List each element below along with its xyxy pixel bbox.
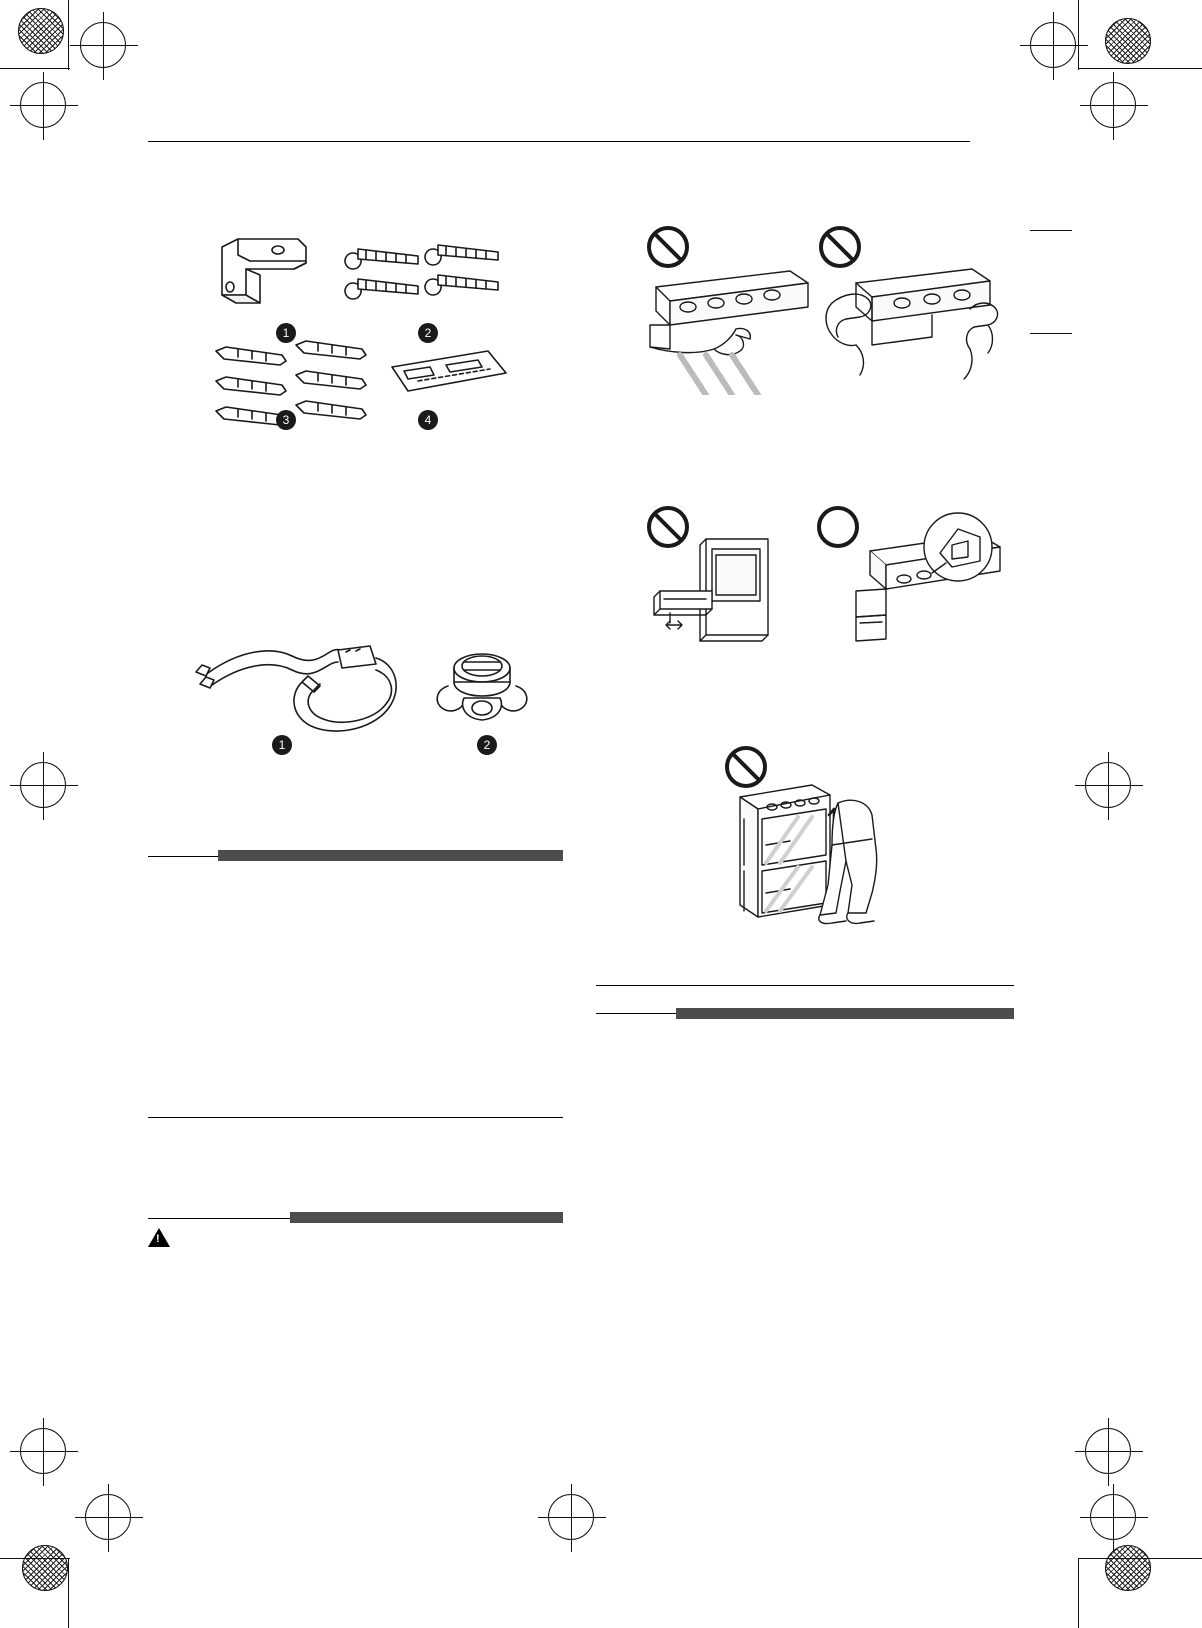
accessories-callout-2: 2 [477,735,497,755]
crop-corner-top-right [1078,0,1079,70]
do-not-push-range-figure [720,745,920,930]
reg-target-bottom-left-2 [85,1494,131,1540]
section-heading-bar-right [676,1008,1014,1019]
reg-target-right-upper [1090,82,1136,128]
hatch-target-top-right [1105,18,1151,64]
parts-callout-2: 2 [418,323,438,343]
do-not-pull-by-door-handle-figure [812,225,1002,395]
hatch-target-bottom-left [22,1545,68,1591]
power-cord-and-regulator-figure [180,640,540,765]
parts-callout-3: 3 [276,410,296,430]
section-heading-bar-1 [218,850,563,861]
section-rule-2 [148,1117,563,1118]
hatch-target-top-left [18,8,64,54]
reg-target-right-middle [1085,762,1131,808]
reg-target-left-middle [20,762,66,808]
warning-exclamation: ! [156,1233,160,1245]
section-rule-right-1 [596,985,1014,986]
anti-tip-bracket-parts-figure [190,225,550,440]
reg-target-bottom-right [1085,1428,1131,1474]
reg-target-left-upper [20,82,66,128]
reg-target-top-right [1030,22,1076,68]
header-rule [148,141,970,142]
reg-target-bottom-right-2 [1090,1494,1136,1540]
reg-target-top-left [80,22,126,68]
accessories-callout-1: 1 [272,735,292,755]
crop-corner-top-left [68,0,69,70]
reg-target-bottom-left [20,1428,66,1474]
section-heading-bar-2 [290,1212,563,1223]
crop-corner-top-right-h [1078,68,1202,69]
lift-using-side-grips-figure [812,505,1007,655]
crop-corner-bottom-right [1078,1558,1079,1628]
crop-corner-bottom-right-h [1078,1558,1202,1559]
warning-triangle-icon [148,1228,170,1247]
margin-tick-upper [1030,230,1072,231]
crop-corner-top-left-h [0,68,70,69]
crop-corner-bottom-left [68,1558,69,1628]
parts-callout-1: 1 [276,323,296,343]
reg-target-bottom-center [548,1494,594,1540]
do-not-stand-on-open-door-figure [640,505,820,655]
do-not-lean-on-door-figure [640,225,820,395]
crop-corner-bottom-left-h [0,1558,70,1559]
parts-callout-4: 4 [418,410,438,430]
margin-tick-lower [1030,333,1072,334]
